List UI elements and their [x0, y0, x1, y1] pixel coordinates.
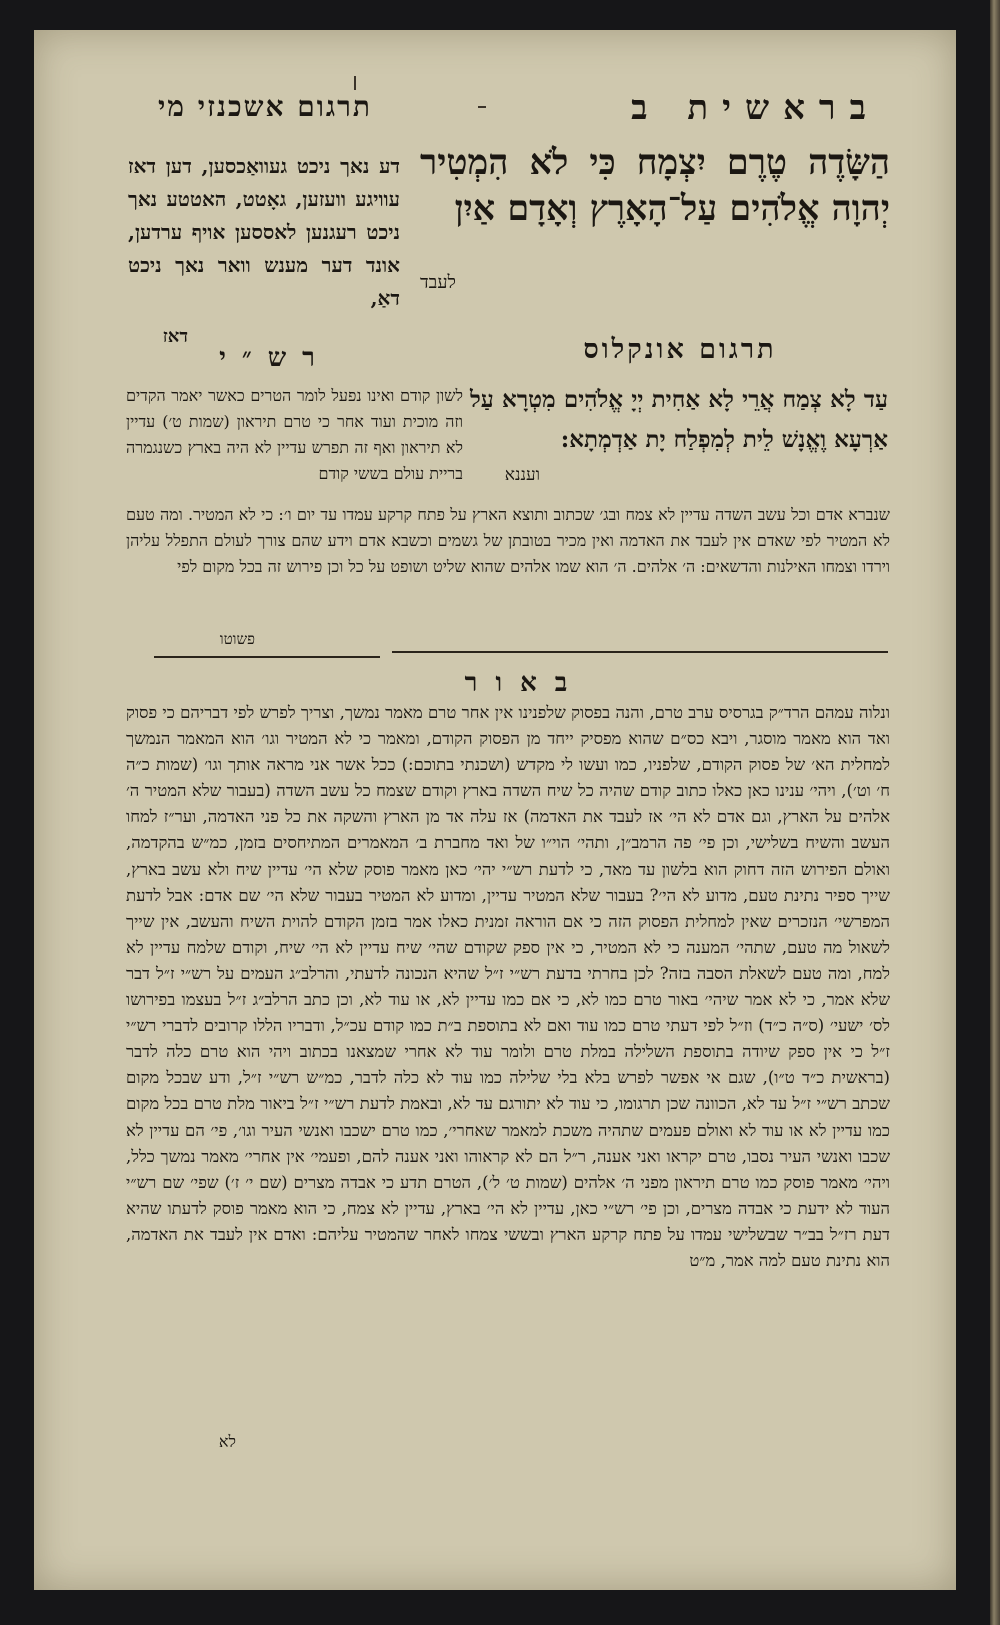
- verse-text: הַשָּׂדֶה טֶרֶם יִצְמָח כִּי לֹא הִמְטִיר יְהוָה אֱלֹהִים עַל־הָאָרֶץ וְאָדָם אַיִן: [420, 142, 890, 229]
- verse-catchword: לעבד: [420, 272, 456, 293]
- biur-catchword: לא: [218, 1432, 236, 1451]
- facing-page-edge: [990, 0, 1000, 1625]
- targum-ashkenazi-catchword: דאז: [162, 326, 188, 347]
- onkelos-text: עַד לָא צְמַח אֲרֵי לָא אַחִית יְיָ אֱלֹהִים מִטְרָא עַל אַרְעָא וֶאֱנָשׁ לֵית לְמִפְלַח יָת אַדְמְתָא:: [470, 386, 888, 453]
- running-head: בראשית ב: [631, 88, 880, 128]
- onkelos-heading: תרגום אונקלוס: [583, 334, 777, 365]
- targum-ashkenazi-heading: תרגום אשכנזי מי: [158, 90, 372, 123]
- biur-heading: באור: [464, 668, 586, 698]
- divider-rule: [154, 656, 380, 658]
- rashi-text-column: לשון קודם ואינו נפעל לומר הטרים כאשר יאמר הקדים וזה מוכית ועוד אחר כי טרם תיראון (שמות ט׳) עדיין לא תיראון ואף זה תפרש עדיין לא היה בארץ כשנגמרה בריית עולם בששי קודם: [126, 386, 463, 483]
- rashi-text-full-width: שנברא אדם וכל עשב השדה עדיין לא צמח ובג׳ שכתוב ותוצא הארץ על פתח קרקע עמדו עד יום ו׳: כי לא המטיר. ומה טעם לא המטיר לפי שאדם אין לעבד את האדמה ואין מכיר בטובתן של גשמים וכשבא אדם וידע שהם צורך לעולם התפלל עליהן וירדו וצמחו האילנות והדשאים: ה׳ אלהים. ה׳ הוא שמו אלהים שהוא שליט ושופט על כל וכן פירוש זה בכל מקום לפי: [126, 505, 890, 576]
- divider-rule: [392, 651, 888, 653]
- biur-commentary-text: ונלוה עמהם הרד״ק בגרסיס ערב טרם, והנה בפסוק שלפנינו אין אחר טרם מאמר נמשך, וצריך לפרש לפי דבריהם כי פסוק ואד הוא מאמר מוסגר, ויבא כס״ם שהוא מפסיק ייחד מן הפסוק הקודם, ומאמר כי לא המטיר וגו׳ הוא המאמר הנמשך למחלית הא׳ של פסוק הקודם, שלפניו, כמו ועשו לי מקדש (ושכנתי בתוכם:) ככל אשר אני מראה אותך וגו׳ (שמות כ״ה ח׳ וט׳), ויהי׳ ענינו כאן כאלו כתוב קודם שהיה כל שיח השדה בארץ וקודם שצמח כל עשב השדה (בעבור שלא המטיר ה׳ אלהים על הארץ, וגם אדם לא הי׳ אז לעבד את האדמה) אז עלה אד מן הארץ והשקה את כל פני האדמה, וער״ז למחו העשב והשיח בשלישי, וכן פי׳ פה הרמב״ן, ותהי׳ הוי״ו של ואד מחברת ב׳ המאמרים המתיחסים בזמן, כמ״ש בהקדמה, ואולם הפירוש הזה דחוק הוא בלשון עד מאד, כי לדעת רש״י יהי׳ כאן מאמר פוסק שלא הי׳ עדיין שיח ולא עשב בארץ, שייך ספיר נתינת טעם, מדוע לא הי׳? בעבור שלא המטיר עדיין, ומדוע לא המטיר בעבור שלא הי׳ שם אדם: אבל לדעת המפרשי׳ הנזכרים שאין למחלית הפסוק הזה כי אם הוראה זמנית כאלו אמר בזמן הקודם להוית השיח והעשב, אין שייך לשאול מה טעם, שתהי׳ המענה כי לא המטיר, כי אין ספק שקודם שהי׳ שיח עדיין לא הי׳ שיח, וקודם שלמח עדיין לא למח, ומה טעם לשאלת הסבה בזה? לכן בחרתי בדעת רש״י ז״ל שהיא הנכונה לדעתי, והרלב״ג העמים על רש״י ז״ל דבר שלא אמר, כי לא אמר שיהי׳ באור טרם כמו לא, כי אם כמו עדיין לא, או עוד לא, וכן כתב הרלב״ג ז״ל בעצמו בפירושו לס׳ ישעי׳ (ס״ה כ״ד) וז״ל לפי דעתי טרם כמו עוד ואם לא בתוספת ב״ת כמו קודם עכ״ל, ודבריו הללו קרובים לדברי רש״י ז״ל כי אין ספק שיודה בתוספת השלילה במלת טרם ולומר עוד לא אחרי שמצאנו בכתוב ויהי הוא טרם כלה לדבר (בראשית כ״ד ט״ו), שגם אי אפשר לפרש בלא בלי שלילה כמו עוד לא כלה לדבר, כמ״ש רש״י ז״ל, ודע שבכל מקום שכתב רש״י ז״ל עד לא, הכוונה שכן תרגומו, כי עוד לא יתורגם עד לא, ובאמת לדעת רש״י ז״ל ביאור מלת טרם בכל מקום כמו עדיין לא או עוד לא ואולם פעמים שתהיה משכת למאמר שאחרי׳, כמו טרם ישכבו ואנשי העיר וגו׳, פי׳ הם עדיין לא שכבו ואנשי העיר נסבו, טרם יקראו ואני אענה, ר״ל הם לא קראוהו ואני אענה להם, ופעמי׳ אין אחרי׳ מאמר נמשך כלל, ויהי׳ מאמר פוסק כמו טרם תיראון מפני ה׳ אלהים (שמות ט׳ ל׳), הטרם תדע כי אבדה מצרים (שם י׳ ז׳) שפי׳ שם רש״י העוד לא ידעת כי אבדה מצרים, וכן פי׳ רש״י כאן, עדיין לא הי׳ בארץ, עדיין לא צמח, כי הוא מאמר פוסק לדעתו שהיא דעת רז״ל בב״ר שבשלישי עמדו על פתח קרקע הארץ ובששי צמחו לאחר שהמטיר עליהם: ואדם אין לעבד את האדמה, הוא נתינת טעם למה אמר, מ״ט: [126, 703, 890, 1270]
- rashi-heading: רש״י: [219, 343, 331, 373]
- rashi-catchword: פשוטו: [219, 630, 255, 648]
- ink-mark: [354, 76, 356, 90]
- onkelos-catchword: ועננא: [504, 465, 540, 485]
- targum-ashkenazi-text: דע נאך ניכט געוואַכסען, דען דאז עוויגע וועזען, גאָטט, האטטע נאך ניכט רעגנען לאססען אויף ערדען, אונד דער מענש וואר נאך ניכט דאַ,: [128, 154, 400, 310]
